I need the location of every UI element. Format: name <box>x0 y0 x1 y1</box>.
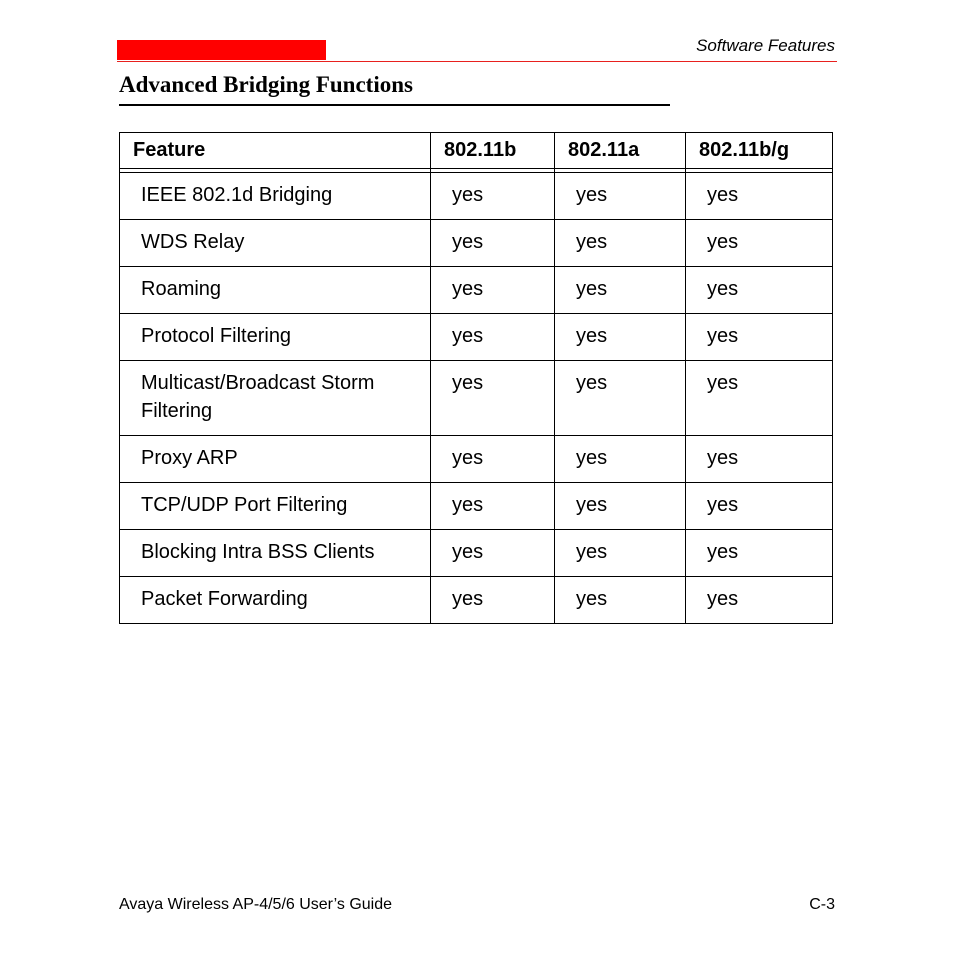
column-header-feature: Feature <box>120 133 431 169</box>
value-80211b: yes <box>431 436 555 483</box>
running-header-title: Software Features <box>696 36 835 55</box>
value-80211a: yes <box>555 220 686 267</box>
header-rule <box>117 61 837 62</box>
feature-name: TCP/UDP Port Filtering <box>120 483 431 530</box>
table-row <box>120 267 833 314</box>
section-title-underline <box>119 104 670 106</box>
column-header-80211bg: 802.11b/g <box>686 133 833 169</box>
feature-name: Proxy ARP <box>120 436 431 483</box>
table-row <box>120 173 833 220</box>
value-80211a: yes <box>555 436 686 483</box>
header-red-bar <box>117 40 326 60</box>
value-80211a: yes <box>555 173 686 220</box>
footer-page-number: C-3 <box>809 896 835 913</box>
value-80211bg: yes <box>686 314 833 361</box>
value-80211a: yes <box>555 314 686 361</box>
table-row <box>120 530 833 577</box>
value-80211b: yes <box>431 314 555 361</box>
feature-name: WDS Relay <box>120 220 431 267</box>
value-80211bg: yes <box>686 436 833 483</box>
feature-name: Packet Forwarding <box>120 577 431 624</box>
table-row <box>120 314 833 361</box>
table-row <box>120 436 833 483</box>
section-title: Advanced Bridging Functions <box>119 72 413 97</box>
value-80211b: yes <box>431 267 555 314</box>
feature-support-table <box>119 132 833 624</box>
feature-name: IEEE 802.1d Bridging <box>120 173 431 220</box>
feature-name: Roaming <box>120 267 431 314</box>
value-80211b: yes <box>431 361 555 436</box>
value-80211b: yes <box>431 483 555 530</box>
feature-name: Protocol Filtering <box>120 314 431 361</box>
feature-name: Multicast/Broadcast Storm Filtering <box>120 361 431 436</box>
value-80211b: yes <box>431 220 555 267</box>
value-80211bg: yes <box>686 361 833 436</box>
table-header-row <box>120 133 833 169</box>
column-header-80211b: 802.11b <box>431 133 555 169</box>
table-row <box>120 577 833 624</box>
value-80211a: yes <box>555 530 686 577</box>
value-80211bg: yes <box>686 220 833 267</box>
column-header-80211a: 802.11a <box>555 133 686 169</box>
table-row <box>120 361 833 436</box>
feature-name: Blocking Intra BSS Clients <box>120 530 431 577</box>
value-80211bg: yes <box>686 577 833 624</box>
value-80211b: yes <box>431 577 555 624</box>
value-80211bg: yes <box>686 267 833 314</box>
footer-guide-title: Avaya Wireless AP-4/5/6 User’s Guide <box>119 896 393 913</box>
value-80211a: yes <box>555 267 686 314</box>
value-80211a: yes <box>555 483 686 530</box>
value-80211bg: yes <box>686 530 833 577</box>
value-80211b: yes <box>431 173 555 220</box>
value-80211bg: yes <box>686 173 833 220</box>
value-80211a: yes <box>555 577 686 624</box>
value-80211a: yes <box>555 361 686 436</box>
table-row <box>120 483 833 530</box>
value-80211bg: yes <box>686 483 833 530</box>
value-80211b: yes <box>431 530 555 577</box>
table-row <box>120 220 833 267</box>
